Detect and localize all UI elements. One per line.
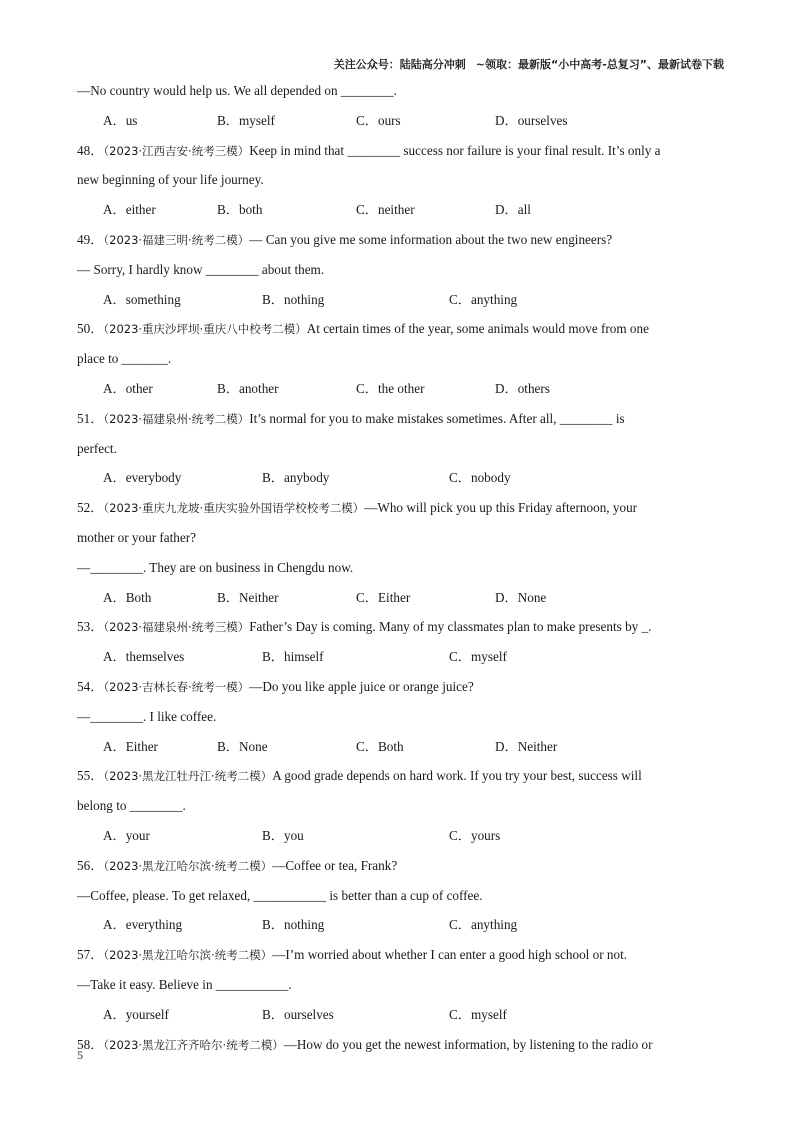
- q55-number: 55．: [77, 768, 104, 784]
- q51-text-cont: perfect.: [77, 440, 117, 456]
- q52-option-c: C．Either: [356, 589, 411, 605]
- q53-text: Father’s Day is coming. Many of my classmates plan to make presents by _.: [249, 619, 652, 635]
- q56-answer-line: —Coffee, please. To get relaxed, ___________ is better than a cup of coffee.: [77, 887, 483, 903]
- q50-option-b: B．another: [217, 380, 279, 396]
- q49-stem: [77, 225, 727, 255]
- q50-option-d: D．others: [495, 380, 550, 396]
- q54-option-a: A．Either: [103, 738, 158, 754]
- q55-option-c: C．yours: [449, 827, 501, 843]
- q58-number: 58．: [77, 1036, 104, 1052]
- q48-options: [77, 195, 727, 225]
- q54-answer-line: —________. I like coffee.: [77, 708, 217, 724]
- q47-option-d: D．ourselves: [495, 112, 568, 128]
- q49-option-a: A．something: [103, 291, 181, 307]
- q56-text: —Coffee or tea, Frank?: [272, 857, 398, 873]
- q54-option-c: C．Both: [356, 738, 404, 754]
- q54-option-b: B．None: [217, 738, 268, 754]
- q47-option-a: A．us: [103, 112, 138, 128]
- q52-stem: [77, 493, 727, 523]
- q49-option-c: C．anything: [449, 291, 518, 307]
- q50-options: [77, 374, 727, 404]
- q50-stem: [77, 314, 727, 344]
- q57-option-c: C．myself: [449, 1006, 507, 1022]
- q51-options: [77, 463, 727, 493]
- q47-options: [77, 106, 727, 136]
- q55-text-cont: belong to ________.: [77, 798, 186, 814]
- q56-number: 56．: [77, 857, 104, 873]
- q48-option-d: D．all: [495, 202, 531, 218]
- q57-source: （2023·黑龙江哈尔滨·统考二模）: [103, 948, 273, 963]
- q54-number: 54．: [77, 678, 104, 694]
- header-left-text: 关注公众号：陆陆高分冲刺: [333, 58, 466, 71]
- q50-source: （2023·重庆沙坪坝·重庆八中校考二模）: [103, 322, 307, 337]
- q50-text-cont: place to _______.: [77, 351, 172, 367]
- q47-option-c: C．ours: [356, 112, 401, 128]
- q49-text-cont: — Sorry, I hardly know ________ about them.: [77, 261, 325, 277]
- q51-option-a: A．everybody: [103, 470, 182, 486]
- q49-text: — Can you give me some information about the two new engineers?: [249, 231, 613, 247]
- q57-answer-line: —Take it easy. Believe in ___________.: [77, 976, 292, 992]
- q54-options: [77, 732, 727, 762]
- q47-option-b: B．myself: [217, 112, 275, 128]
- q52-answer-line: —________. They are on business in Chengdu now.: [77, 559, 354, 575]
- q56-stem: [77, 851, 727, 881]
- q56-option-b: B．nothing: [262, 917, 325, 933]
- q50-option-a: A．other: [103, 380, 153, 396]
- q52-source: （2023·重庆九龙坡·重庆实验外国语学校校考二模）: [103, 501, 365, 516]
- q54-stem: [77, 672, 727, 702]
- q48-option-b: B．both: [217, 202, 263, 218]
- q56-source: （2023·黑龙江哈尔滨·统考二模）: [103, 858, 273, 873]
- q55-option-a: A．your: [103, 827, 150, 843]
- q54-text: —Do you like apple juice or orange juice?: [249, 678, 474, 694]
- q55-options: [77, 821, 727, 851]
- q49-number: 49．: [77, 231, 104, 247]
- q56-options: [77, 910, 727, 940]
- q48-text: Keep in mind that ________ success nor failure is your final result. It’s only a: [249, 142, 661, 158]
- q57-option-b: B．ourselves: [262, 1006, 334, 1022]
- q58-source: （2023·黑龙江齐齐哈尔·统考二模）: [103, 1037, 284, 1052]
- q50-option-c: C．the other: [356, 380, 425, 396]
- q58-stem: [77, 1030, 727, 1060]
- q55-source: （2023·黑龙江牡丹江·统考二模）: [103, 769, 273, 784]
- q47-line: —No country would help us. We all depended on ________.: [77, 83, 397, 98]
- q51-stem: [77, 404, 727, 434]
- q53-option-a: A．themselves: [103, 649, 185, 665]
- q49-options: [77, 285, 727, 315]
- q52-number: 52．: [77, 500, 104, 516]
- q56-option-a: A．everything: [103, 917, 183, 933]
- q48-option-a: A．either: [103, 202, 156, 218]
- q50-text: At certain times of the year, some animals would move from one: [306, 321, 649, 337]
- q53-stem: [77, 612, 727, 642]
- q48-source: （2023·江西吉安·统考三模）: [103, 143, 250, 158]
- q53-option-c: C．myself: [449, 649, 507, 665]
- q49-option-b: B．nothing: [262, 291, 325, 307]
- q55-option-b: B．you: [262, 827, 304, 843]
- q52-option-b: B．Neither: [217, 589, 279, 605]
- q55-text: A good grade depends on hard work. If you try your best, success will: [272, 768, 642, 784]
- q51-number: 51．: [77, 410, 104, 426]
- q53-number: 53．: [77, 619, 104, 635]
- q51-source: （2023·福建泉州·统考二模）: [103, 411, 250, 426]
- q48-option-c: C．neither: [356, 202, 415, 218]
- q51-option-c: C．nobody: [449, 470, 511, 486]
- q58-text: —How do you get the newest information, by listening to the radio or: [283, 1036, 653, 1052]
- q51-text: It’s normal for you to make mistakes sometimes. After all, ________ is: [249, 410, 625, 426]
- q53-options: [77, 642, 727, 672]
- q53-option-b: B．himself: [262, 649, 324, 665]
- q53-source: （2023·福建泉州·统考三模）: [103, 620, 250, 635]
- header-right-text: ~领取：最新版“小中高考-总复习”、最新试卷下载: [475, 58, 724, 71]
- q52-option-d: D．None: [495, 589, 547, 605]
- q54-option-d: D．Neither: [495, 738, 558, 754]
- q57-option-a: A．yourself: [103, 1006, 169, 1022]
- q57-number: 57．: [77, 947, 104, 963]
- q57-stem: [77, 940, 727, 970]
- q52-options: [77, 583, 727, 613]
- page-number: 5: [77, 1048, 83, 1062]
- q50-number: 50．: [77, 321, 104, 337]
- q49-source: （2023·福建三明·统考二模）: [103, 232, 250, 247]
- q57-text: —I’m worried about whether I can enter a good high school or not.: [272, 947, 628, 963]
- q54-source: （2023·吉林长春·统考一模）: [103, 679, 250, 694]
- q52-text-cont: mother or your father?: [77, 529, 197, 545]
- page-header: [334, 56, 724, 72]
- question-list: [77, 76, 727, 1059]
- q48-stem: [77, 136, 727, 166]
- q52-text: —Who will pick you up this Friday afternoon, your: [364, 500, 638, 516]
- q48-number: 48．: [77, 142, 104, 158]
- q51-option-b: B．anybody: [262, 470, 330, 486]
- q52-option-a: A．Both: [103, 589, 152, 605]
- q57-options: [77, 1000, 727, 1030]
- q48-text-cont: new beginning of your life journey.: [77, 172, 264, 188]
- q55-stem: [77, 761, 727, 791]
- q56-option-c: C．anything: [449, 917, 518, 933]
